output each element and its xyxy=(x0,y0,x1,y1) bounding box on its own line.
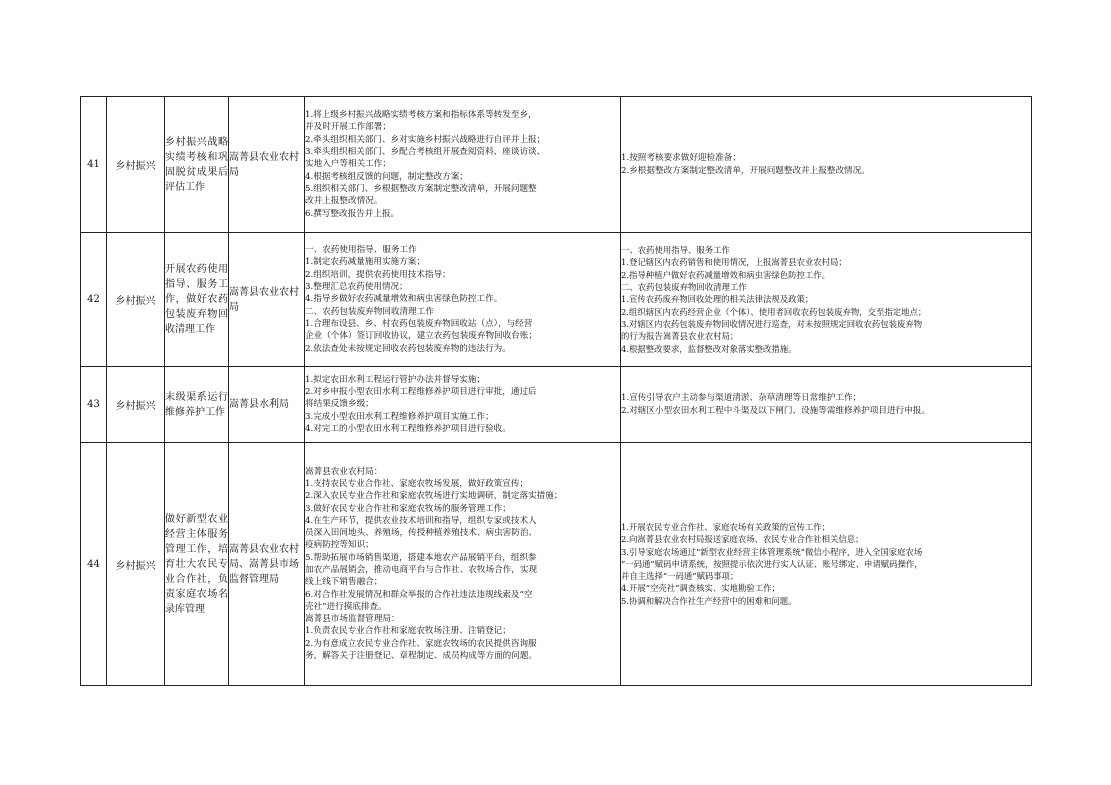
county-duty-line: 6.撰写整改报告并上报。 xyxy=(305,208,400,219)
township-duty-line: 5.协调和解决合作社生产经营中的困难和问题。 xyxy=(621,595,797,606)
township-duty-line: 2.向嵩菁县农业农村局报送家庭农场、农民专业合作社相关信息； xyxy=(621,534,864,545)
row-number: 41 xyxy=(81,97,107,233)
township-duty-line: 2.指导种植户做好农药减量增效和病虫害绿色防控工作。 xyxy=(621,269,830,280)
county-duty-line: 1.合理布设县、乡、村农药包装废弃物回收站（点），与经营 xyxy=(305,318,533,329)
county-duty-line: 2.牵头组织相关部门、乡对实施乡村振兴战略进行自评并上报； xyxy=(305,134,546,145)
township-duties-cell xyxy=(621,233,1032,367)
county-duty-line: 线上线下销售融合； xyxy=(305,577,383,588)
township-duty-line: 1.登记辖区内农药销售和使用情况，上报嵩菁县农业农村局； xyxy=(621,257,847,268)
county-duty-line: 员深入田间地头、养殖场，传授种植养殖技术、病虫害防治、 xyxy=(305,528,538,539)
township-duty-line: 二、农药包装废弃物回收清理工作 xyxy=(621,282,747,293)
township-duty-line: 3.引导家庭农场通过“新型农业经营主体管理系统”微信小程序，进入全国家庭农场 xyxy=(621,546,923,557)
county-duty-line: 3.完成小型农田水利工程维修养护项目实施工作； xyxy=(305,411,494,422)
county-duty-line: 6.对合作社发展情况和群众举报的合作社违法违规线索及“空 xyxy=(305,589,533,600)
row-number: 44 xyxy=(81,443,107,686)
field-cell: 乡村振兴 xyxy=(107,367,165,443)
task-cell: 乡村振兴战略实绩考核和巩固脱贫成果后评估工作 xyxy=(165,97,229,233)
county-duty-line: 2.对乡申报小型农田水利工程维修养护项目进行审批，通过后 xyxy=(305,387,537,398)
county-duty-line: 5.帮助拓展市场销售渠道，搭建本地农产品展销平台，组织参 xyxy=(305,552,537,563)
county-duty-line: 1.负责农民专业合作社和家庭农牧场注册、注销登记； xyxy=(305,626,511,637)
county-duty-line: 2.依法查处未按规定回收农药包装废弃物的违法行为。 xyxy=(305,343,511,354)
township-duties-cell xyxy=(621,367,1032,443)
township-duty-line: “一码通”赋码申请系统，按照提示依次进行实人认证、账号绑定、申请赋码操作， xyxy=(621,558,923,569)
department-cell: 嵩菁县水利局 xyxy=(229,367,305,443)
field-cell: 乡村振兴 xyxy=(107,443,165,686)
township-duties-cell xyxy=(621,97,1032,233)
township-duty-line: 的行为报告嵩菁县农业农村局； xyxy=(621,331,739,342)
county-duties-cell xyxy=(305,367,621,443)
task-cell: 做好新型农业经营主体服务管理工作，培育壮大农民专业合作社，负责家庭农场名录库管理 xyxy=(165,443,229,686)
county-duty-line: 4.对完工的小型农田水利工程维修养护项目进行验收。 xyxy=(305,423,511,434)
county-duty-line: 疫病防控等知识； xyxy=(305,540,374,551)
township-duty-line: 并自主选择“一码通”赋码事项； xyxy=(621,571,739,582)
task-cell: 开展农药使用指导、服务工作，做好农药包装废弃物回收清理工作 xyxy=(165,233,229,367)
task-cell: 末级渠系运行维修养护工作 xyxy=(165,367,229,443)
county-duty-line: 嵩菁县农业农村局： xyxy=(305,466,383,477)
county-duty-line: 改并上报整改情况。 xyxy=(305,196,383,207)
county-duty-line: 4.在生产环节，提供农业技术培训和指导，组织专家或技术人 xyxy=(305,515,537,526)
field-cell: 乡村振兴 xyxy=(107,233,165,367)
county-duty-line: 并及时开展工作部署； xyxy=(305,122,391,133)
county-duty-line: 企业（个体）签订回收协议，建立农药包装废弃物回收台账； xyxy=(305,331,538,342)
township-duty-line: 一、农药使用指导、服务工作 xyxy=(621,245,730,256)
county-duty-line: 1.拟定农田水利工程运行管护办法并督导实施； xyxy=(305,374,486,385)
county-duty-line: 二、农药包装废弃物回收清理工作 xyxy=(305,306,434,317)
county-duty-line: 1.制定农药减量施用实施方案； xyxy=(305,257,425,268)
township-duty-line: 4.开展“空壳社”调查核实、实地勘验工作； xyxy=(621,583,780,594)
county-duty-line: 加农产品展销会，推动电商平台与合作社、农牧场合作，实现 xyxy=(305,565,538,575)
table-row xyxy=(81,443,1032,686)
county-duty-line: 1.将上级乡村振兴战略实绩考核方案和指标体系等转发至乡， xyxy=(305,110,537,121)
county-duty-line: 2.深入农民专业合作社和家庭农牧场进行实地调研，制定落实措施； xyxy=(305,491,563,502)
county-duty-line: 将结果反馈乡级； xyxy=(305,399,374,410)
county-duty-line: 一、农药使用指导、服务工作 xyxy=(305,245,417,256)
township-duty-line: 1.宣传农药废弃物回收处理的相关法律法规及政策； xyxy=(621,294,814,305)
county-duty-line: 3.做好农民专业合作社和家庭农牧场的服务管理工作； xyxy=(305,503,511,514)
township-duty-line: 2.组织辖区内农药经营企业（个体）、使用者回收农药包装废弃物，交至指定地点； xyxy=(621,306,927,317)
county-duties-cell xyxy=(305,443,621,686)
county-duty-line: 3.整理汇总农药使用情况； xyxy=(305,282,408,293)
field-cell: 乡村振兴 xyxy=(107,97,165,233)
township-duties-cell xyxy=(621,443,1032,686)
county-duty-line: 壳社”进行摸底排查。 xyxy=(305,601,387,612)
department-cell: 嵩菁县农业农村局 xyxy=(229,97,305,233)
township-duty-line: 1.开展农民专业合作社、家庭农场有关政策的宣传工作； xyxy=(621,521,830,532)
table-row xyxy=(81,233,1032,367)
county-duty-line: 3.牵头组织相关部门、乡配合考核组开展查阅资料、座谈访谈、 xyxy=(305,147,546,158)
department-cell: 嵩菁县农业农村局、嵩菁县市场监督管理局 xyxy=(229,443,305,686)
county-duty-line: 务，解答关于注册登记、章程制定、成员构成等方面的问题。 xyxy=(305,651,538,662)
township-duty-line: 2.乡根据整改方案制定整改清单，开展问题整改并上报整改情况。 xyxy=(621,165,870,176)
county-duty-line: 嵩菁县市场监督管理局： xyxy=(305,614,400,625)
township-duty-line: 4.根据整改要求，监督整改对象落实整改措施。 xyxy=(621,343,797,354)
department-cell: 嵩菁县农业农村局 xyxy=(229,233,305,367)
county-duties-cell xyxy=(305,97,621,233)
township-duty-line: 1.宣传引导农户主动参与渠道清淤、杂草清理等日常维护工作； xyxy=(621,393,862,404)
county-duty-line: 4.指导乡做好农药减量增效和病虫害绿色防控工作。 xyxy=(305,294,503,305)
county-duty-line: 2.为有意成立农民专业合作社、家庭农牧场的农民提供咨询服 xyxy=(305,638,537,649)
row-number: 42 xyxy=(81,233,107,367)
county-duty-line: 2.组织培训，提供农药使用技术指导； xyxy=(305,269,451,280)
county-duty-line: 5.组织相关部门、乡根据整改方案制定整改清单，开展问题整 xyxy=(305,183,537,194)
county-duty-line: 1.支持农民专业合作社、家庭农牧场发展，做好政策宣传； xyxy=(305,478,529,489)
county-duty-line: 4.根据考核组反馈的问题，制定整改方案； xyxy=(305,171,468,182)
table-row xyxy=(81,367,1032,443)
township-duty-line: 2.对辖区小型农田水利工程中斗渠及以下闸门、设施等需维修养护项目进行申报。 xyxy=(621,405,930,416)
county-duty-line: 实地入户等相关工作； xyxy=(305,159,391,170)
county-duties-cell xyxy=(305,233,621,367)
responsibility-table xyxy=(80,96,1032,686)
township-duty-line: 3.对辖区内农药包装废弃物回收情况进行巡查，对未按照规定回收农药包装废弃物 xyxy=(621,318,923,329)
table-row xyxy=(81,97,1032,233)
row-number: 43 xyxy=(81,367,107,443)
township-duty-line: 1.按照考核要求做好迎检准备； xyxy=(621,153,741,164)
